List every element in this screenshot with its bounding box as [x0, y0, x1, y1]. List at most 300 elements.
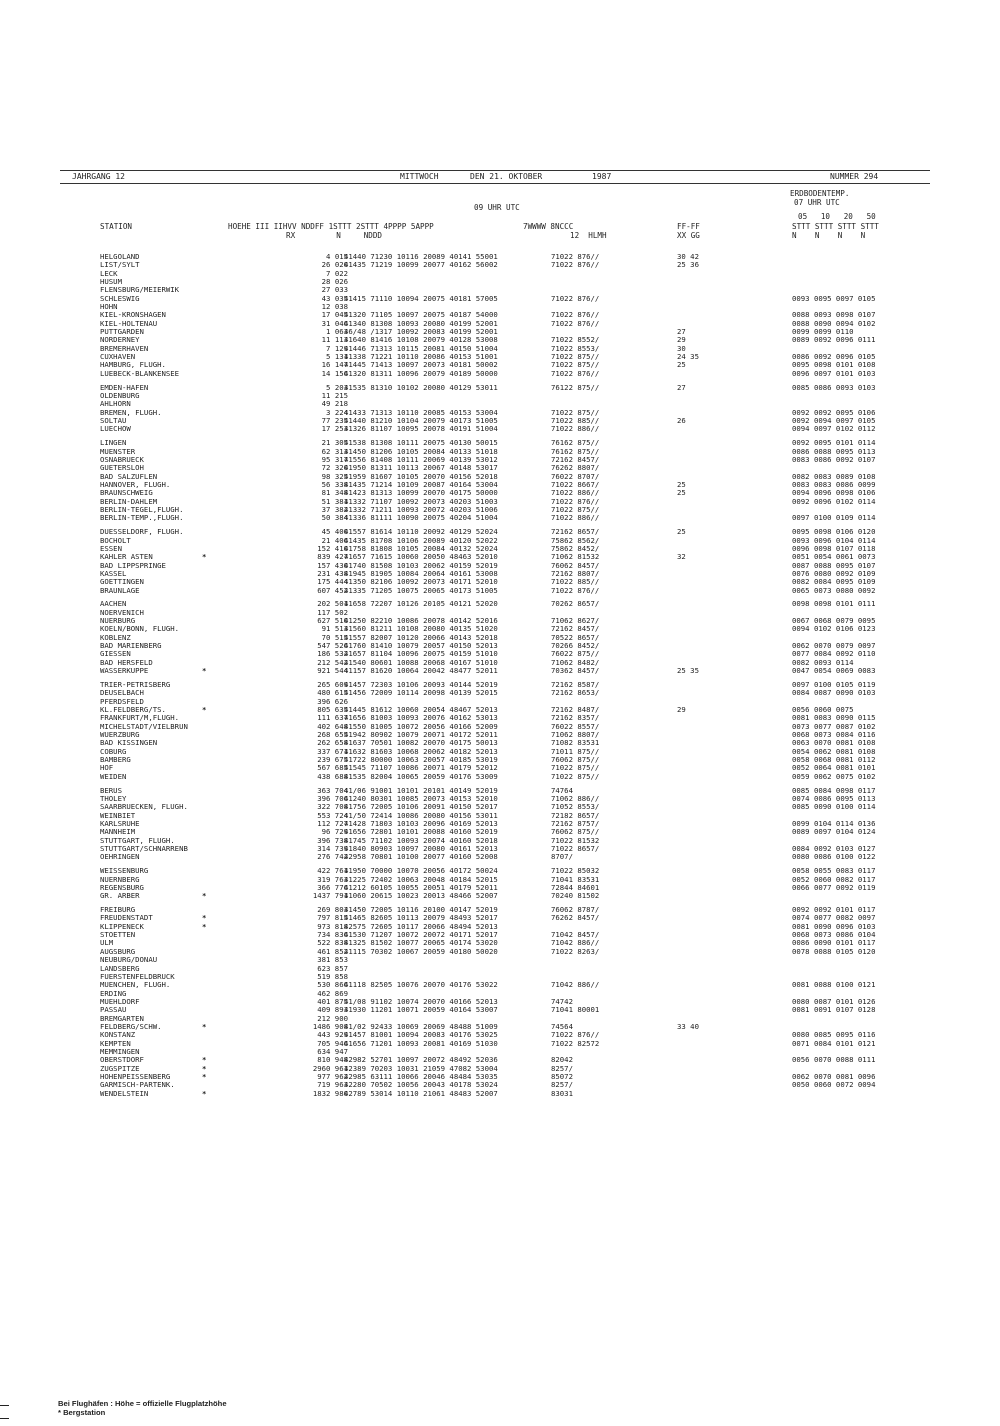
elevation-station-id: 49 218	[321, 399, 348, 409]
station-name: SOLTAU	[100, 416, 127, 426]
elevation-station-id: 314 739	[317, 844, 348, 854]
weather-groups: 76262 8807/	[551, 463, 600, 473]
station-name: BERLIN-DAHLEM	[100, 496, 158, 506]
soil-temperatures: 0081 0090 0096 0103	[792, 921, 876, 931]
soil-temperatures: 0050 0060 0072 0094	[792, 1080, 876, 1090]
soil-temperatures: 0082 0083 0089 0108	[792, 471, 876, 481]
elevation-station-id: 45 400	[321, 527, 348, 537]
weather-groups: 71022 8553/	[551, 343, 600, 353]
weather-groups: 83031	[551, 1088, 573, 1098]
synop-groups: 41457 72303 10106 20093 40144 52019	[344, 680, 498, 689]
soil-temperatures: 0092 0094 0097 0105	[792, 416, 876, 426]
synop-groups: 42958 70801 10100 20077 40160 52008	[344, 852, 498, 862]
soil-temperatures: 0094 0097 0102 0112	[792, 424, 876, 434]
synop-groups: 41756 72005 10106 20091 40150 52017	[344, 802, 498, 812]
weather-groups: 72162 8487/	[551, 705, 600, 715]
synop-groups: 41450 81206 10105 20084 40133 51018	[344, 446, 498, 456]
elevation-station-id: 95 317	[321, 454, 348, 464]
elevation-station-id: 319 763	[317, 874, 348, 884]
station-row	[100, 828, 930, 836]
elevation-station-id: 4 015	[326, 252, 348, 261]
station-name: BREMERHAVEN	[100, 343, 149, 353]
station-row	[100, 892, 930, 900]
station-row	[100, 773, 930, 781]
elevation-station-id: 21 406	[321, 535, 348, 545]
wind-column-header: FF-FF	[677, 222, 700, 231]
weather-groups: 71052 8553/	[551, 802, 600, 812]
weather-groups: 72162 8757/	[551, 819, 600, 828]
weather-groups: 71041 80001	[551, 1005, 600, 1015]
weather-groups: 71022 876//	[551, 585, 600, 595]
station-name: BRAUNSCHWEIG	[100, 488, 153, 498]
soil-temperatures: 0062 0070 0081 0096	[792, 1071, 876, 1081]
elevation-station-id: 72 320	[321, 463, 348, 473]
weather-groups: 71022 81532	[551, 835, 600, 845]
synop-groups: 41435 81708 10106 20089 40120 52022	[344, 535, 498, 545]
crop-mark	[0, 1405, 9, 1406]
wind-gust: 26	[677, 416, 686, 426]
weather-groups: 8707/	[551, 852, 573, 862]
weather-groups: 76162 875//	[551, 438, 600, 448]
station-name: WEIDEN	[100, 771, 127, 781]
wind-gust: 27	[677, 382, 686, 392]
synop-groups: 42280 70502 10056 20043 40178 53024	[344, 1080, 498, 1090]
elevation-station-id: 973 818	[317, 921, 348, 931]
date-label: DEN 21. OKTOBER	[470, 172, 543, 181]
station-name: BERUS	[100, 785, 122, 795]
station-name: OEHRINGEN	[100, 852, 140, 862]
elevation-station-id: 117 502	[317, 607, 348, 617]
elevation-station-id: 268 655	[317, 730, 348, 740]
weather-groups: 71022 885//	[551, 577, 600, 587]
elevation-station-id: 16 147	[321, 360, 348, 370]
station-name: ZUGSPITZE	[100, 1063, 140, 1073]
station-row	[100, 625, 930, 633]
station-name: SAARBRUECKEN, FLUGH.	[100, 802, 188, 812]
synop-groups: 41/06 91001 10101 20101 40149 52019	[344, 785, 498, 795]
station-name: LINGEN	[100, 438, 127, 448]
station-name: KLIPPENECK	[100, 921, 144, 931]
elevation-station-id: 719 963	[317, 1080, 348, 1090]
footnote-airports: Bei Flughäfen : Höhe = offizielle Flugplatzhöhe	[58, 1399, 227, 1408]
soil-temperatures: 0063 0070 0081 0108	[792, 738, 876, 748]
report-header	[60, 170, 930, 184]
soil-temperatures: 0082 0093 0114	[792, 657, 854, 667]
synop-groups: 41428 71803 10103 20096 40169 52013	[344, 819, 498, 828]
synop-groups: 41338 71221 10110 20086 40153 51001	[344, 352, 498, 362]
weather-groups: 76062 875//	[551, 827, 600, 837]
station-name: LECK	[100, 268, 118, 278]
station-name: MUEHLDORF	[100, 996, 140, 1006]
elevation-station-id: 21 305	[321, 438, 348, 448]
synop-groups: 41450 72005 10116 20100 40147 52019	[344, 905, 498, 915]
synop-groups: 41656 71201 10093 20081 40169 51030	[344, 1038, 498, 1048]
soil-temperatures: 0092 0092 0095 0106	[792, 407, 876, 417]
station-name: KOBLENZ	[100, 632, 131, 642]
soil-temp-units: STTT STTT STTT STTT	[792, 222, 879, 231]
weather-groups: 71022 886//	[551, 488, 600, 498]
wind-gust: 27	[677, 327, 686, 337]
elevation-station-id: 396 706	[317, 793, 348, 803]
soil-temperatures: 0085 0090 0100 0114	[792, 802, 876, 812]
station-name: MANNHEIM	[100, 827, 136, 837]
soil-temperatures: 0083 0086 0092 0107	[792, 454, 876, 464]
synop-groups: 41457 81001 10094 20083 40176 53025	[344, 1030, 498, 1040]
elevation-station-id: 461 852	[317, 946, 348, 956]
synop-groups: 41535 82004 10065 20059 40176 53009	[344, 771, 498, 781]
soil-temperatures: 0095 0098 0101 0108	[792, 360, 876, 370]
weather-groups: 71022 875//	[551, 763, 600, 773]
station-name: BERLIN-TEGEL,FLUGH.	[100, 504, 184, 514]
synop-groups: 41658 72207 10126 20105 40121 52020	[344, 599, 498, 609]
synop-groups: 41423 81313 10099 20070 40175 50000	[344, 488, 498, 498]
weather-groups: 70240 81502	[551, 891, 600, 901]
synop-groups: 41435 71214 10109 20087 40164 53004	[344, 479, 498, 489]
soil-temperatures: 0065 0073 0080 0092	[792, 585, 876, 595]
station-table	[100, 253, 930, 1098]
elevation-station-id: 28 026	[321, 277, 348, 287]
station-row	[100, 1040, 930, 1048]
synop-groups: 42575 72605 10117 20066 48494 52013	[344, 921, 498, 931]
soil-temperatures: 0085 0086 0093 0103	[792, 382, 876, 392]
soil-temp-depths: 05 10 20 50	[798, 212, 876, 221]
elevation-station-id: 519 858	[317, 971, 348, 981]
elevation-station-id: 402 648	[317, 721, 348, 731]
weather-groups: 8257/	[551, 1063, 573, 1073]
soil-temperatures: 0099 0099 0110	[792, 327, 854, 337]
soil-temperatures: 0089 0097 0104 0124	[792, 827, 876, 837]
weather-groups: 71022 875//	[551, 504, 600, 514]
elevation-station-id: 5 203	[326, 382, 348, 392]
elevation-station-id: 401 875	[317, 996, 348, 1006]
elevation-station-id: 70 515	[321, 632, 348, 642]
synop-groups: 41950 70000 10070 20056 40172 50024	[344, 866, 498, 876]
weather-groups: 71022 875//	[551, 407, 600, 417]
station-row	[100, 1006, 930, 1014]
station-row	[100, 1056, 930, 1064]
soil-temperatures: 0083 0083 0086 0099	[792, 479, 876, 489]
station-name: FRANKFURT/M,FLUGH.	[100, 713, 180, 723]
soil-temperatures: 0096 0098 0107 0118	[792, 543, 876, 553]
elevation-station-id: 276 742	[317, 852, 348, 862]
station-name: FLENSBURG/MEIERWIK	[100, 285, 180, 295]
synop-groups: 41535 81310 10102 20080 40129 53011	[344, 382, 498, 392]
soil-temperatures: 0096 0097 0101 0103	[792, 368, 876, 378]
elevation-station-id: 81 348	[321, 488, 348, 498]
station-name: MEMMINGEN	[100, 1046, 140, 1056]
elevation-station-id: 7 022	[326, 268, 348, 278]
mountain-station-mark: *	[202, 1055, 207, 1065]
soil-temperatures: 0074 0086 0095 0113	[792, 793, 876, 803]
soil-temperatures: 0068 0073 0086 0104	[792, 930, 876, 940]
station-row	[100, 278, 930, 286]
mountain-station-mark: *	[202, 1063, 207, 1073]
weather-groups: 76022 8707/	[551, 471, 600, 481]
elevation-station-id: 480 615	[317, 688, 348, 698]
synop-groups: 41545 71107 10086 20071 40179 52012	[344, 763, 498, 773]
code-column-subheader: RX N NDDD	[286, 231, 383, 240]
elevation-station-id: 152 410	[317, 543, 348, 553]
weather-groups: 74564	[551, 1021, 573, 1031]
soil-temperatures: 0066 0077 0092 0119	[792, 882, 876, 892]
weather-groups: 71022 876//	[551, 496, 600, 506]
synop-groups: 41530 71207 10072 20072 40171 52017	[344, 930, 498, 940]
soil-temperatures: 0081 0091 0107 0128	[792, 1005, 876, 1015]
station-name: MUENCHEN, FLUGH.	[100, 980, 171, 990]
station-name: DEUSELBACH	[100, 688, 144, 698]
weather-groups: 74742	[551, 996, 573, 1006]
station-name: OBERSTDORF	[100, 1055, 144, 1065]
station-name: WEISSENBURG	[100, 866, 149, 876]
synop-groups: 41942 80902 10079 20071 40172 52011	[344, 730, 498, 740]
weather-groups: 71022 875//	[551, 352, 600, 362]
wind-gust: 32	[677, 552, 686, 562]
station-name: HANNOVER, FLUGH.	[100, 479, 171, 489]
synop-groups: 41465 82605 10113 20079 48493 52017	[344, 913, 498, 923]
mountain-station-mark: *	[202, 1021, 207, 1031]
synop-groups: 41456 72009 10114 20098 40139 52015	[344, 688, 498, 698]
station-name: NOERVENICH	[100, 607, 144, 617]
station-row	[100, 689, 930, 697]
synop-groups: 41556 81408 10111 20069 40139 53012	[344, 454, 498, 464]
synop-groups: 41445 71413 10097 20073 40181 50002	[344, 360, 498, 370]
weather-groups: 71022 82572	[551, 1038, 600, 1048]
station-name: HOHENPEISSENBERG	[100, 1071, 171, 1081]
soil-temperatures: 0080 0086 0100 0122	[792, 852, 876, 862]
station-name: WASSERKUPPE	[100, 666, 149, 676]
synop-groups: 41557 82007 10120 20066 40143 52018	[344, 632, 498, 642]
station-name: KASSEL	[100, 568, 127, 578]
station-name: BAD LIPPSPRINGE	[100, 560, 166, 570]
soil-temperatures: 0076 0080 0092 0109	[792, 568, 876, 578]
weather-groups: 72162 8457/	[551, 624, 600, 634]
soil-temperatures: 0062 0070 0079 0097	[792, 641, 876, 651]
station-row	[100, 295, 930, 303]
synop-groups: 41/08 91102 10074 20070 40166 52013	[344, 996, 498, 1006]
elevation-station-id: 62 313	[321, 446, 348, 456]
wind-gust: 30	[677, 343, 686, 353]
soil-temp-title: ERDBODENTEMP.	[790, 189, 850, 198]
weather-groups: 71011 875//	[551, 746, 600, 756]
soil-temperatures: 0059 0062 0075 0102	[792, 771, 876, 781]
weather-groups: 72162 8657/	[551, 527, 600, 537]
soil-temperatures: 0056 0070 0088 0111	[792, 1055, 876, 1065]
elevation-station-id: 265 609	[317, 680, 348, 689]
synop-groups: 41632 81603 10068 20062 40182 52013	[344, 746, 498, 756]
synop-groups: 41157 81620 10064 20042 48477 52011	[344, 666, 498, 676]
station-name: FREIBURG	[100, 905, 136, 915]
wind-gust: 25	[677, 360, 686, 370]
elevation-station-id: 27 033	[321, 285, 348, 295]
soil-temperatures: 0094 0096 0098 0106	[792, 488, 876, 498]
synop-groups: 41225 72402 10063 20048 40184 52015	[344, 874, 498, 884]
elevation-station-id: 607 452	[317, 585, 348, 595]
elevation-station-id: 522 838	[317, 938, 348, 948]
synop-groups: 42982 52701 10097 20072 48492 52036	[344, 1055, 498, 1065]
elevation-station-id: 363 704	[317, 785, 348, 795]
station-row	[100, 370, 930, 378]
synop-groups: 41335 71205 10075 20065 40173 51005	[344, 585, 498, 595]
synop-groups: 41930 11201 10071 20059 40164 53007	[344, 1005, 498, 1015]
synop-groups: 41240 80301 10085 20073 40153 52010	[344, 793, 498, 803]
elevation-station-id: 17 045	[321, 310, 348, 320]
soil-temp-n: N N N N	[792, 231, 866, 240]
station-name: BAD KISSINGEN	[100, 738, 158, 748]
synop-groups: 41250 82210 10086 20078 40142 52016	[344, 616, 498, 626]
station-name: WUERZBURG	[100, 730, 140, 740]
synop-groups: 41945 81905 10084 20064 40161 53008	[344, 568, 498, 578]
weather-groups: 71082 83531	[551, 738, 600, 748]
elevation-station-id: 14 156	[321, 368, 348, 378]
station-name: STUTTGART, FLUGH.	[100, 835, 175, 845]
station-name: KONSTANZ	[100, 1030, 136, 1040]
weather-groups: 71022 876//	[551, 310, 600, 320]
station-row	[100, 948, 930, 956]
station-row	[100, 1090, 930, 1098]
synop-groups: 41740 81508 10103 20062 40159 52019	[344, 560, 498, 570]
station-row	[100, 853, 930, 861]
synop-groups: 41/02 92433 10069 20069 48488 51009	[344, 1021, 498, 1031]
elevation-station-id: 396 626	[317, 696, 348, 706]
synop-groups: 41657 71615 10060 20050 48463 52010	[344, 552, 498, 562]
footnote-mountain: * Bergstation	[58, 1408, 106, 1417]
station-name: BAD SALZUFLEN	[100, 471, 158, 481]
soil-temperatures: 0097 0100 0105 0119	[792, 680, 876, 689]
elevation-station-id: 50 384	[321, 513, 348, 523]
elevation-station-id: 112 727	[317, 819, 348, 828]
elevation-station-id: 366 776	[317, 882, 348, 892]
synop-groups: 41557 81614 10110 20092 40129 52024	[344, 527, 498, 537]
weather-groups: 71042 886//	[551, 938, 600, 948]
station-row	[100, 803, 930, 811]
station-name: KL.FELDBERG/TS.	[100, 705, 166, 715]
synop-groups: 41446 71313 10115 20081 40150 51004	[344, 343, 498, 353]
station-name: LIST/SYLT	[100, 260, 140, 270]
soil-temperatures: 0098 0098 0101 0111	[792, 599, 876, 609]
station-name: TRIER-PETRISBERG	[100, 680, 171, 689]
soil-temperatures: 0081 0083 0090 0115	[792, 713, 876, 723]
soil-temperatures: 0047 0054 0069 0083	[792, 666, 876, 676]
station-name: OSNABRUECK	[100, 454, 144, 464]
synop-groups: 41745 71102 10093 20074 40160 52018	[344, 835, 498, 845]
elevation-station-id: 530 866	[317, 980, 348, 990]
elevation-station-id: 37 382	[321, 504, 348, 514]
soil-temperatures: 0092 0092 0101 0117	[792, 905, 876, 915]
elevation-station-id: 56 338	[321, 479, 348, 489]
synop-groups: 41435 71219 10099 20077 40162 56002	[344, 260, 498, 270]
weather-groups: 76062 8787/	[551, 905, 600, 915]
elevation-station-id: 1437 791	[312, 891, 348, 901]
soil-temperatures: 0080 0085 0095 0116	[792, 1030, 876, 1040]
elevation-station-id: 977 962	[317, 1071, 348, 1081]
mountain-station-mark: *	[202, 552, 207, 562]
soil-temperatures: 0077 0084 0092 0110	[792, 649, 876, 659]
elevation-station-id: 3 224	[326, 407, 348, 417]
synop-groups: 42389 70203 10031 21059 47082 53004	[344, 1063, 498, 1073]
weather-groups: 71022 886//	[551, 424, 600, 434]
soil-temperatures: 0080 0087 0101 0126	[792, 996, 876, 1006]
elevation-station-id: 438 688	[317, 771, 348, 781]
weather-groups: 85072	[551, 1071, 573, 1081]
soil-temperatures: 0086 0088 0095 0113	[792, 446, 876, 456]
crop-mark	[0, 1418, 9, 1419]
soil-temperatures: 0084 0087 0090 0103	[792, 688, 876, 698]
mountain-station-mark: *	[202, 1071, 207, 1081]
wind-gust: 29	[677, 335, 686, 345]
elevation-station-id: 409 893	[317, 1005, 348, 1015]
soil-temperatures: 0074 0077 0082 0097	[792, 913, 876, 923]
elevation-station-id: 547 526	[317, 641, 348, 651]
soil-temperatures: 0087 0088 0095 0107	[792, 560, 876, 570]
weather-groups: 70522 8657/	[551, 632, 600, 642]
station-name: AACHEN	[100, 599, 127, 609]
station-name: HAMBURG, FLUGH.	[100, 360, 166, 370]
weather-groups: 72162 8653/	[551, 688, 600, 698]
elevation-station-id: 269 803	[317, 905, 348, 915]
synop-groups: 41656 81003 10093 20076 40162 53013	[344, 713, 498, 723]
elevation-station-id: 262 658	[317, 738, 348, 748]
elevation-station-id: 810 948	[317, 1055, 348, 1065]
synop-groups: 41722 80000 10063 20057 40185 53019	[344, 755, 498, 765]
station-name: PUTTGARDEN	[100, 327, 144, 337]
elevation-station-id: 381 853	[317, 955, 348, 965]
weather-groups: 71042 886//	[551, 980, 600, 990]
soil-temperatures: 0054 0062 0081 0108	[792, 746, 876, 756]
station-row	[100, 600, 930, 608]
elevation-station-id: 43 035	[321, 293, 348, 303]
soil-temperatures: 0082 0084 0095 0109	[792, 577, 876, 587]
wind-gust: 30 42	[677, 252, 699, 261]
elevation-station-id: 17 253	[321, 424, 348, 434]
mountain-station-mark: *	[202, 705, 207, 715]
station-row	[100, 514, 930, 522]
synop-groups: 41760 81410 10079 20057 40150 52013	[344, 641, 498, 651]
weather-column-subheader: 12 HLMH	[570, 231, 607, 240]
station-name: KIEL-KRONSHAGEN	[100, 310, 166, 320]
wind-gust: 25 36	[677, 260, 699, 270]
station-name: GUETERSLOH	[100, 463, 144, 473]
soil-temperatures: 0089 0092 0096 0111	[792, 335, 876, 345]
weather-groups: 70262 8657/	[551, 599, 600, 609]
elevation-station-id: 11 215	[321, 391, 348, 400]
elevation-station-id: 51 381	[321, 496, 348, 506]
soil-temperatures: 0067 0068 0079 0095	[792, 616, 876, 626]
station-name: FUERSTENFELDBRUCK	[100, 971, 175, 981]
synop-groups: 41959 81607 10105 20070 40156 52018	[344, 471, 498, 481]
station-name: OLDENBURG	[100, 391, 140, 400]
station-name: KOELN/BONN, FLUGH.	[100, 624, 180, 634]
station-name: ERDING	[100, 988, 127, 998]
soil-temperatures: 0073 0077 0087 0102	[792, 721, 876, 731]
wind-gust: 25 35	[677, 666, 699, 676]
synop-groups: 41320 81311 10096 20079 40189 50000	[344, 368, 498, 378]
weather-groups: 70266 8452/	[551, 641, 600, 651]
station-name: COBURG	[100, 746, 127, 756]
elevation-station-id: 839 427	[317, 552, 348, 562]
weather-groups: 71022 886//	[551, 513, 600, 523]
weather-groups: 71022 8657/	[551, 844, 600, 854]
weather-groups: 71022 876//	[551, 260, 600, 270]
elevation-station-id: 734 836	[317, 930, 348, 940]
weather-groups: 71041 83531	[551, 874, 600, 884]
elevation-station-id: 111 637	[317, 713, 348, 723]
station-name: HOF	[100, 763, 114, 773]
station-name: AHLHORN	[100, 399, 131, 409]
soil-temperatures: 0085 0084 0098 0117	[792, 785, 876, 795]
issue-number: NUMMER 294	[830, 172, 879, 181]
elevation-station-id: 422 761	[317, 866, 348, 876]
station-column-header: STATION	[100, 222, 133, 231]
